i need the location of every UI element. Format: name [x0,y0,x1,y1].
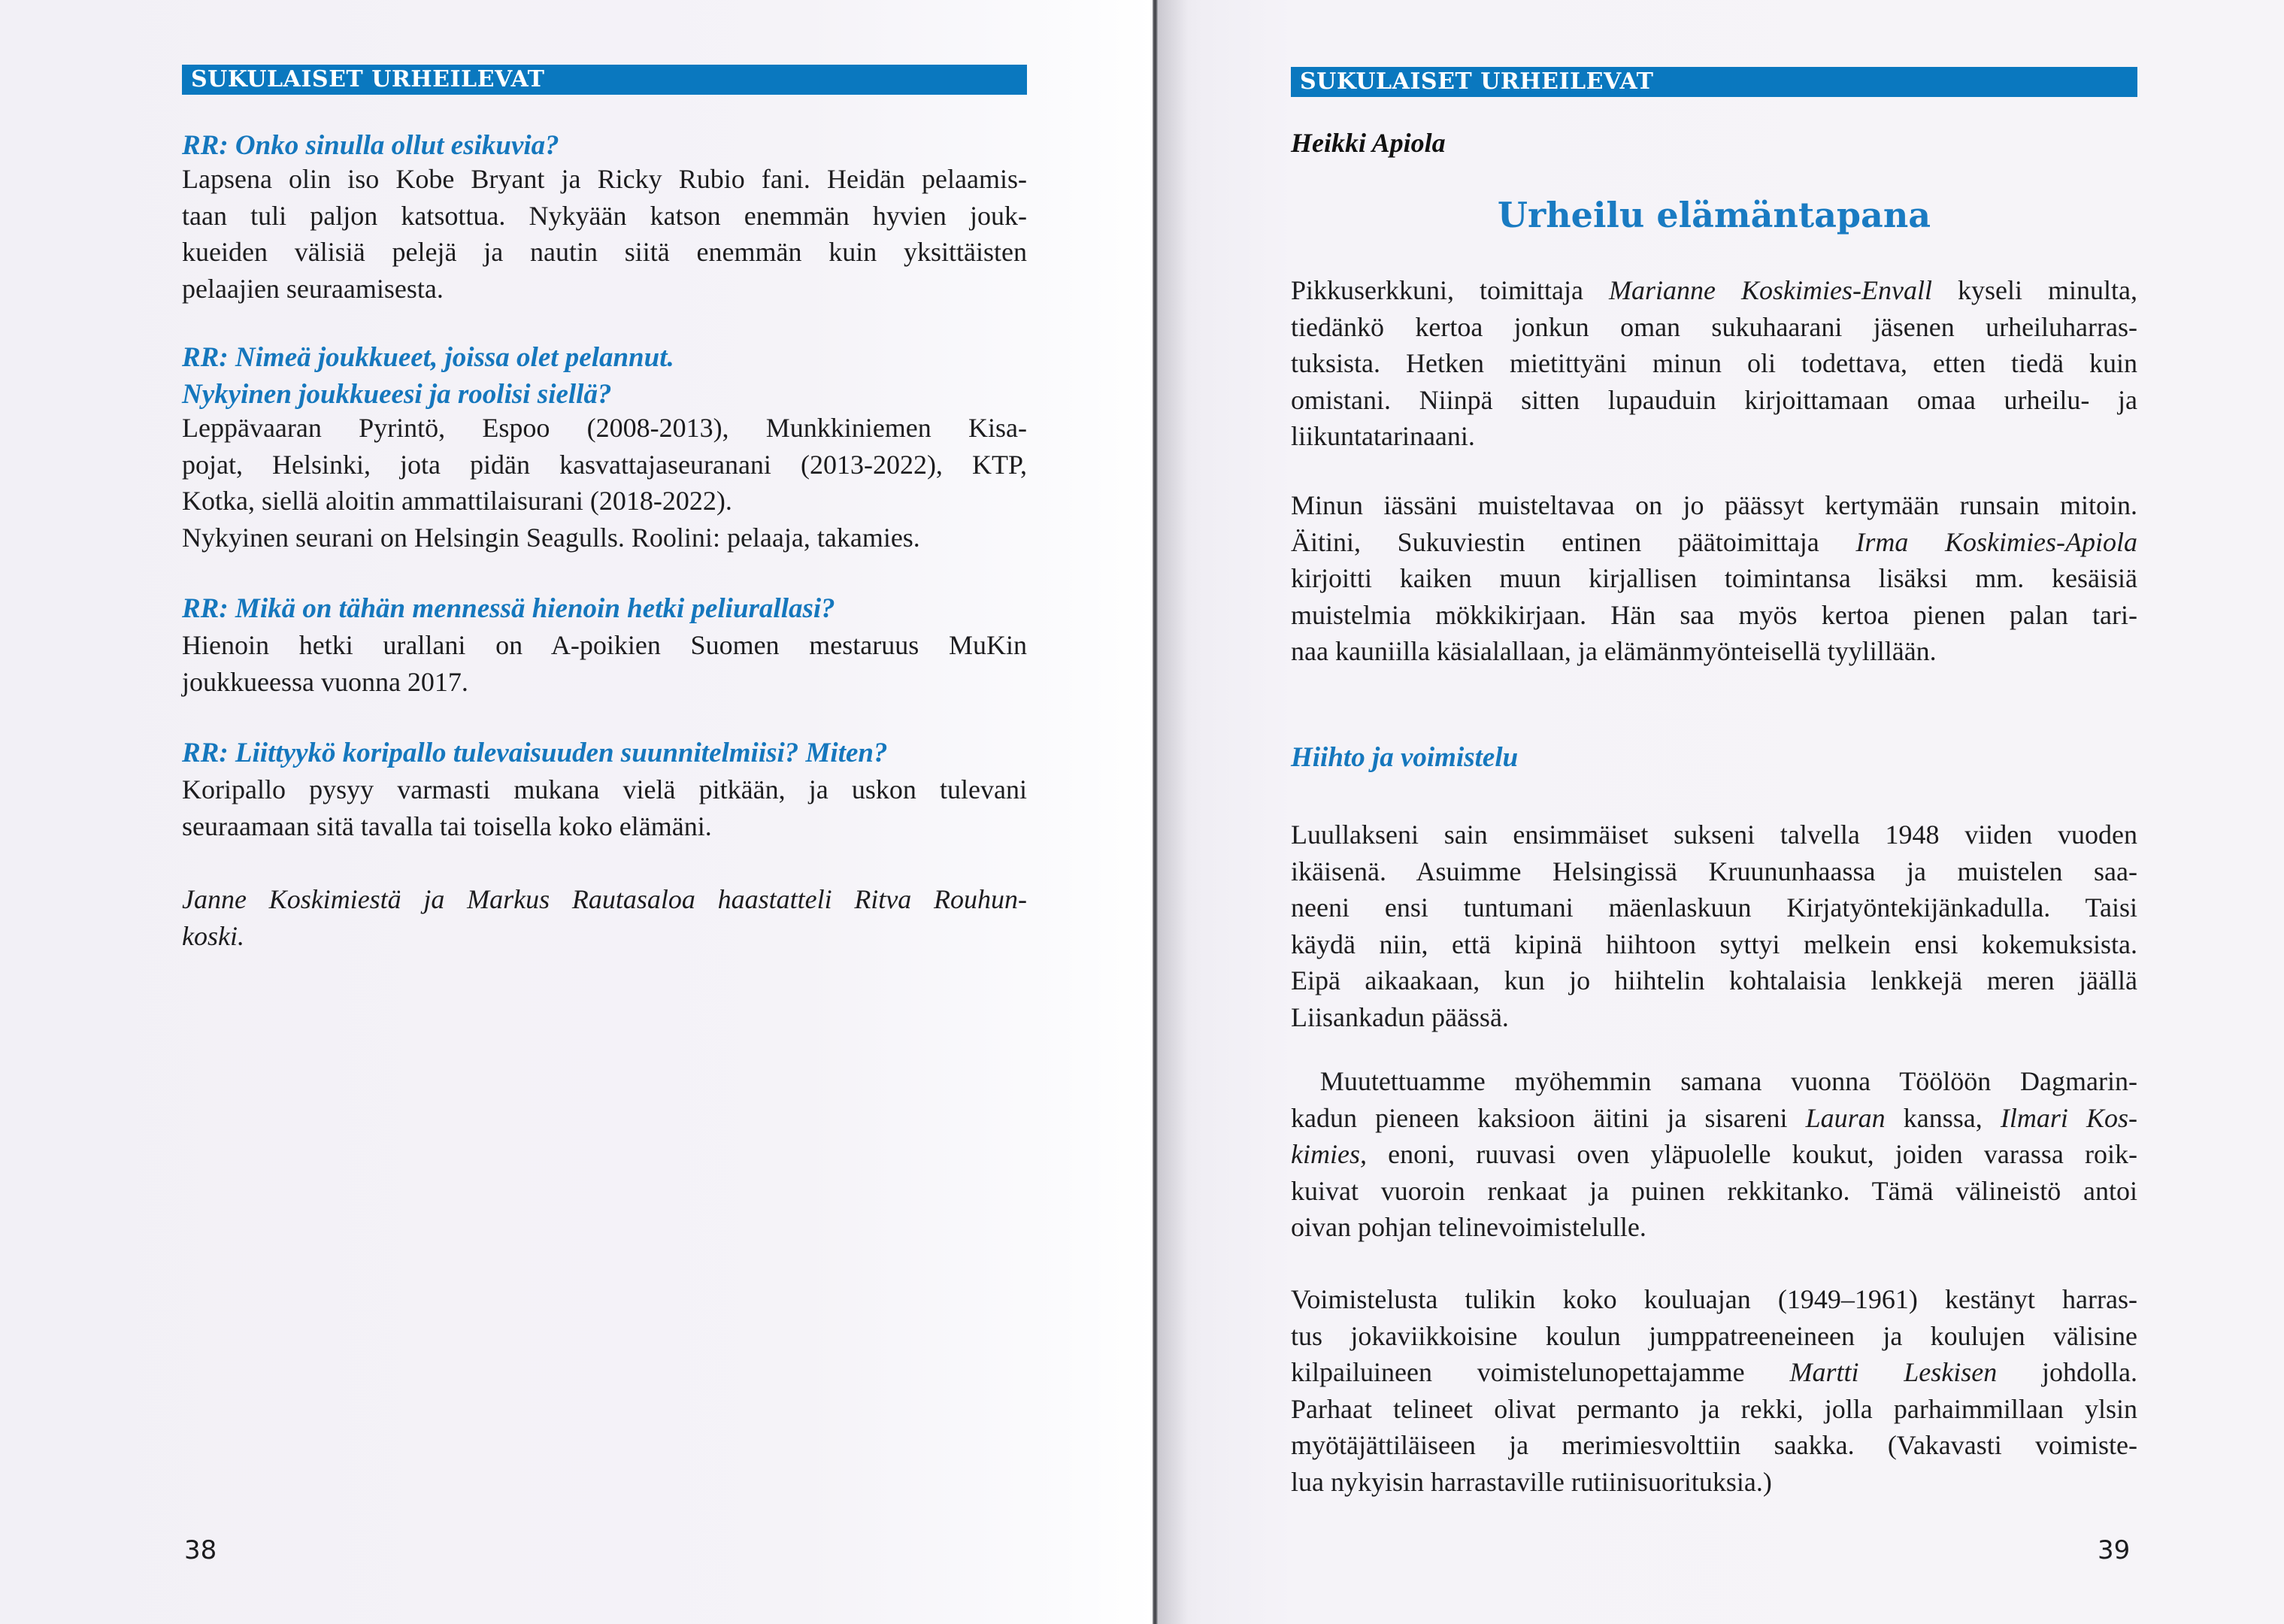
book-gutter [1153,0,1158,1624]
paragraph-line: tuksista. Hetken mietittyäni minun oli todettava, etten tiedä kuin [1291,348,2137,378]
person-name: kimies, [1291,1139,1367,1169]
section-banner-right: SUKULAISET URHEILEVAT [1291,67,2137,97]
paragraph-line: myötäjättiläiseen ja merimiesvolttiin saakka. (Vakavasti voimiste- [1291,1430,2137,1460]
interview-answer-1 [182,161,1027,307]
answer-line: Lapsena olin iso Kobe Bryant ja Ricky Rubio fani. Heidän pelaamis- [182,164,1027,194]
paragraph-3 [1291,817,2137,1035]
question-line: Nykyinen joukkueesi ja roolisi siellä? [182,378,612,410]
paragraph-intro [1291,272,2137,455]
answer-line: pelaajien seuraamisesta. [182,273,444,304]
left-text-column [182,0,1027,1624]
answer-line: Kotka, siellä aloitin ammattilaisurani (2018-2022). [182,486,732,516]
paragraph-line: muistelmia mökkikirjaan. Hän saa myös kertoa pienen palan tari- [1291,599,2137,630]
interview-question-1: RR: Onko sinulla ollut esikuvia? [182,130,559,161]
text-span: enoni, ruuvasi oven yläpuolelle koukut, joiden varassa roik- [1366,1139,2137,1169]
interview-question-2 [182,340,1027,413]
page-number-right: 39 [2098,1535,2131,1565]
answer-line: Nykyinen seurani on Helsingin Seagulls. Roolini: pelaaja, takamies. [182,522,920,553]
text-span: kanssa, [1885,1102,2001,1133]
section-subheading: Hiihto ja voimistelu [1291,742,1519,773]
paragraph-5 [1291,1281,2137,1500]
text-span: kadun pieneen kaksioon äitini ja sisareni [1291,1102,1806,1133]
answer-line: Koripallo pysyy varmasti mukana vielä pitkään, ja uskon tulevani [182,774,1027,804]
paragraph-line: lua nykyisin harrastaville rutiinisuorituksia.) [1291,1466,1772,1497]
paragraph-line [1291,1354,2137,1391]
interview-answer-2 [182,410,1027,556]
interview-credit [182,881,1027,954]
paragraph-line: tiedänkö kertoa jonkun oman sukuhaarani jäsenen urheiluharras- [1291,311,2137,342]
paragraph-line: Minun iässäni muisteltavaa on jo päässyt kertymään runsain mitoin. [1291,490,2137,520]
answer-line: seuraamaan sitä tavalla tai toisella koko elämäni. [182,810,712,841]
text-span: Äitini, Sukuviestin entinen päätoimittaja [1291,526,1856,557]
text-span: kilpailuineen voimistelunopettajamme [1291,1357,1790,1387]
paragraph-line [1291,524,2137,561]
paragraph-line: käydä niin, että kipinä hiihtoon syttyi melkein ensi kokemuksista. [1291,929,2137,959]
person-name: Marianne Koskimies-Envall [1609,275,1932,305]
answer-line: taan tuli paljon katsottua. Nykyään katson enemmän hyvien jouk- [182,200,1027,231]
paragraph-line: kuivat vuoroin renkaat ja puinen rekkitanko. Tämä välineistö antoi [1291,1175,2137,1206]
paragraph-line [1291,272,2137,309]
answer-line: joukkueessa vuonna 2017. [182,666,468,697]
paragraph-line: naa kauniilla käsialallaan, ja elämänmyönteisellä tyylillään. [1291,636,1937,666]
question-line: RR: Nimeä joukkueet, joissa olet pelannut. [182,342,674,373]
paragraph-line: Voimistelusta tulikin koko kouluajan (1949–1961) kestänyt harras- [1291,1284,2137,1314]
paragraph-line: omistani. Niinpä sitten lupauduin kirjoittamaan omaa urheilu- ja [1291,384,2137,415]
interview-question-3: RR: Mikä on tähän mennessä hienoin hetki peliurallasi? [182,593,835,624]
paragraph-line: oivan pohjan telinevoimistelulle. [1291,1212,1646,1242]
paragraph-line: Muutettuamme myöhemmin samana vuonna Töölöön Dagmarin- [1291,1066,2137,1096]
paragraph-line: Luullakseni sain ensimmäiset sukseni talvella 1948 viiden vuoden [1291,820,2137,850]
interview-answer-4 [182,771,1027,844]
person-name: Lauran [1805,1102,1886,1133]
paragraph-line [1291,1100,2137,1137]
paragraph-line: liikuntatarinaani. [1291,421,1475,451]
interview-question-4: RR: Liittyykö koripallo tulevaisuuden suunnitelmiisi? Miten? [182,738,888,768]
answer-line: pojat, Helsinki, jota pidän kasvattajaseuranani (2013-2022), KTP, [182,449,1027,480]
right-text-column [1291,0,2137,1624]
person-name: Ilmari Kos- [2000,1102,2137,1133]
paragraph-line: Liisankadun päässä. [1291,1001,1509,1032]
paragraph-4 [1291,1063,2137,1246]
text-span: johdolla. [1997,1357,2138,1387]
answer-line: Leppävaaran Pyrintö, Espoo (2008-2013), Munkkiniemen Kisa- [182,413,1027,443]
paragraph-line: kirjoitti kaiken muun kirjallisen toimintansa lisäksi mm. kesäisiä [1291,563,2137,593]
text-span: Pikkuserkkuni, toimittaja [1291,275,1610,305]
paragraph-line: tus jokaviikkoisine koulun jumppatreeneineen ja koulujen välisine [1291,1320,2137,1351]
answer-line: kueiden välisiä pelejä ja nautin siitä enemmän kuin yksittäisten [182,237,1027,267]
paragraph-line: neeni ensi tuntumani mäenlaskuun Kirjatyöntekijänkadulla. Taisi [1291,892,2137,923]
paragraph-line: ikäisenä. Asuimme Helsingissä Kruununhaassa ja muistelen saa- [1291,856,2137,886]
paragraph-2 [1291,487,2137,670]
credit-line: Janne Koskimiestä ja Markus Rautasaloa haastatteli Ritva Rouhun- [182,884,1027,914]
paragraph-line: Eipä aikaakaan, kun jo hiihtelin kohtalaisia lenkkejä meren jäällä [1291,965,2137,995]
article-author: Heikki Apiola [1291,128,1446,158]
paragraph-line [1291,1136,2137,1173]
right-page [1158,0,2284,1624]
answer-line: Hienoin hetki urallani on A-poikien Suomen mestaruus MuKin [182,630,1027,660]
person-name: Martti Leskisen [1789,1357,1998,1387]
fold-shadow [1158,0,1188,1624]
paragraph-line: Parhaat telineet olivat permanto ja rekki, jolla parhaimmillaan ylsin [1291,1393,2137,1424]
page-number-left: 38 [184,1535,217,1565]
interview-answer-3 [182,627,1027,700]
person-name: Irma Koskimies-Apiola [1855,526,2137,557]
section-banner-left: SUKULAISET URHEILEVAT [182,65,1027,95]
text-span: kyseli minulta, [1931,275,2137,305]
article-title: Urheilu elämäntapana [1497,195,1931,235]
credit-line: koski. [182,920,244,951]
